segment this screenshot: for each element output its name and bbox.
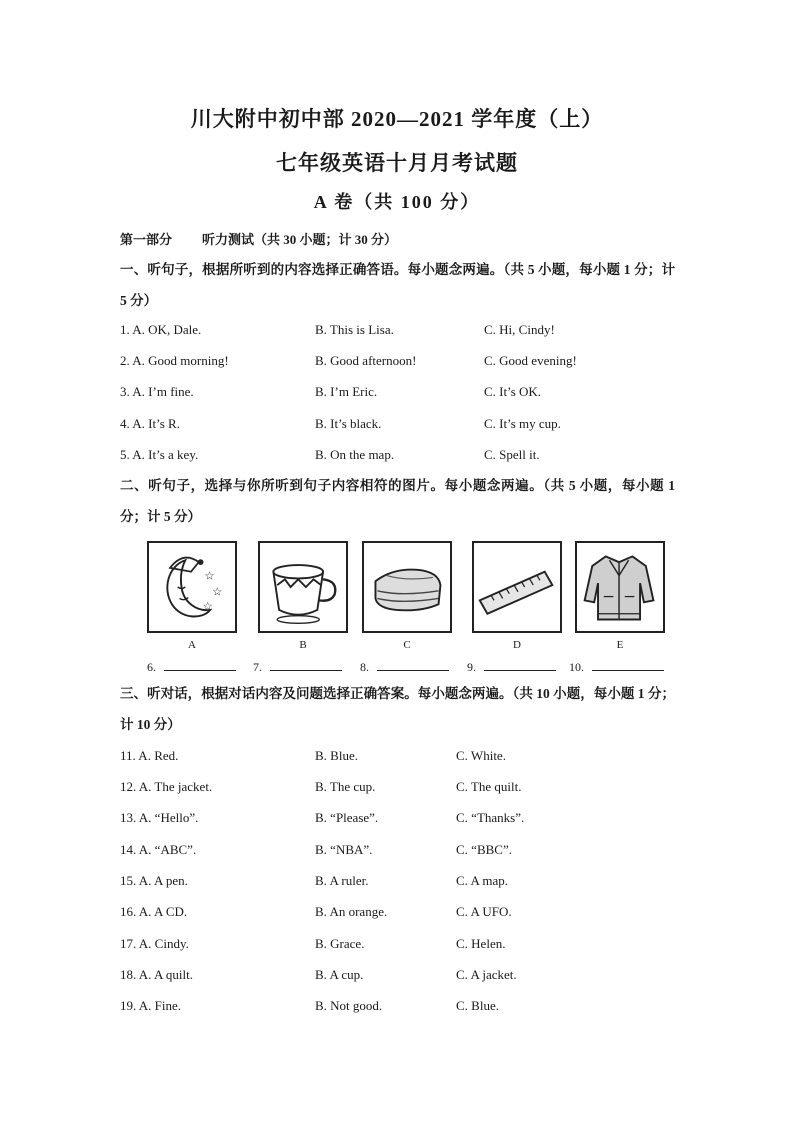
option-b: B. “NBA”. xyxy=(315,842,373,857)
option-b: B. On the map. xyxy=(315,447,395,462)
jacket-icon xyxy=(575,541,665,633)
option-c: C. Blue. xyxy=(456,998,499,1013)
exam-part-title: A 卷（共 100 分） xyxy=(313,192,481,212)
option-c: C. It’s OK. xyxy=(484,384,542,399)
moon-stars-icon xyxy=(147,541,237,633)
question-row xyxy=(120,998,680,1018)
option-c: C. “BBC”. xyxy=(456,842,512,857)
option-b: B. This is Lisa. xyxy=(315,322,394,337)
option-c: C. Good evening! xyxy=(484,353,577,368)
answer-blank[interactable] xyxy=(253,658,342,675)
question-row xyxy=(120,748,680,768)
option-a: 18. A. A quilt. xyxy=(120,967,193,982)
option-b: B. Good afternoon! xyxy=(315,353,417,368)
picture-label: D xyxy=(513,639,521,651)
svg-text:☆: ☆ xyxy=(212,586,223,599)
option-a: 17. A. Cindy. xyxy=(120,936,189,951)
option-c: C. A UFO. xyxy=(456,904,512,919)
option-c: C. Spell it. xyxy=(484,447,540,462)
option-a: 11. A. Red. xyxy=(120,748,179,763)
part-one-label: 第一部分 xyxy=(120,232,173,247)
question-row xyxy=(120,967,680,987)
svg-text:☆: ☆ xyxy=(204,570,215,583)
option-a: 19. A. Fine. xyxy=(120,998,182,1013)
picture-label: E xyxy=(616,639,624,651)
quilt-icon xyxy=(362,541,452,633)
section-one-instruction: 一、听句子，根据所听到的内容选择正确答语。每小题念两遍。（共 5 小题，每小题 1 分；计 5 分） xyxy=(120,262,675,308)
option-c: C. A jacket. xyxy=(456,967,517,982)
option-a: 16. A. A CD. xyxy=(120,904,188,919)
exam-school-title: 川大附中初中部 2020—2021 学年度（上） xyxy=(190,107,604,131)
option-a: 15. A. A pen. xyxy=(120,873,188,888)
picture-label: C xyxy=(403,639,411,651)
section-three-instruction: 三、听对话，根据对话内容及问题选择正确答案。每小题念两遍。（共 10 小题，每小题 1 分；计 10 分） xyxy=(120,686,675,732)
option-a: 13. A. “Hello”. xyxy=(120,810,199,825)
option-b: B. A cup. xyxy=(315,967,364,982)
option-b: B. Grace. xyxy=(315,936,365,951)
question-row xyxy=(120,904,680,924)
svg-text:☆: ☆ xyxy=(202,600,213,613)
blank-number: 10. xyxy=(569,660,584,674)
option-b: B. A ruler. xyxy=(315,873,369,888)
option-a: 4. A. It’s R. xyxy=(120,416,180,431)
option-c: C. White. xyxy=(456,748,506,763)
option-c: C. The quilt. xyxy=(456,779,522,794)
question-row xyxy=(120,779,680,799)
blank-number: 9. xyxy=(467,660,476,674)
option-c: C. “Thanks”. xyxy=(456,810,525,825)
question-row xyxy=(120,810,680,830)
section-two-instruction: 二、听句子，选择与你所听到句子内容相符的图片。每小题念两遍。（共 5 小题，每小题 1 分；计 5 分） xyxy=(120,478,675,524)
answer-blanks xyxy=(147,658,687,678)
question-row xyxy=(120,447,680,467)
option-b: B. It’s black. xyxy=(315,416,382,431)
exam-subject-title: 七年级英语十月月考试题 xyxy=(276,151,518,175)
part-one-heading xyxy=(120,229,397,248)
option-a: 3. A. I’m fine. xyxy=(120,384,194,399)
option-b: B. Not good. xyxy=(315,998,383,1013)
question-row xyxy=(120,936,680,956)
blank-number: 7. xyxy=(253,660,262,674)
ruler-icon xyxy=(472,541,562,633)
question-row xyxy=(120,384,680,404)
answer-blank[interactable] xyxy=(569,658,664,675)
question-row xyxy=(120,322,680,342)
option-b: B. Blue. xyxy=(315,748,358,763)
option-c: C. Helen. xyxy=(456,936,506,951)
blank-number: 6. xyxy=(147,660,156,674)
option-c: C. Hi, Cindy! xyxy=(484,322,555,337)
option-a: 2. A. Good morning! xyxy=(120,353,229,368)
option-c: C. It’s my cup. xyxy=(484,416,561,431)
answer-blank[interactable] xyxy=(467,658,556,675)
option-b: B. The cup. xyxy=(315,779,376,794)
option-b: B. I’m Eric. xyxy=(315,384,378,399)
picture-label: B xyxy=(299,639,307,651)
question-row xyxy=(120,842,680,862)
question-row xyxy=(120,873,680,893)
option-b: B. An orange. xyxy=(315,904,388,919)
answer-blank[interactable] xyxy=(147,658,236,675)
option-a: 5. A. It’s a key. xyxy=(120,447,199,462)
option-a: 14. A. “ABC”. xyxy=(120,842,197,857)
blank-number: 8. xyxy=(360,660,369,674)
answer-blank[interactable] xyxy=(360,658,449,675)
picture-label: A xyxy=(188,639,196,651)
question-row xyxy=(120,353,680,373)
option-b: B. “Please”. xyxy=(315,810,379,825)
cup-icon xyxy=(258,541,348,633)
part-one-title: 听力测试（共 30 小题；计 30 分） xyxy=(202,232,398,247)
option-a: 12. A. The jacket. xyxy=(120,779,213,794)
picture-options xyxy=(147,541,667,651)
option-a: 1. A. OK, Dale. xyxy=(120,322,202,337)
option-c: C. A map. xyxy=(456,873,509,888)
question-row xyxy=(120,416,680,436)
